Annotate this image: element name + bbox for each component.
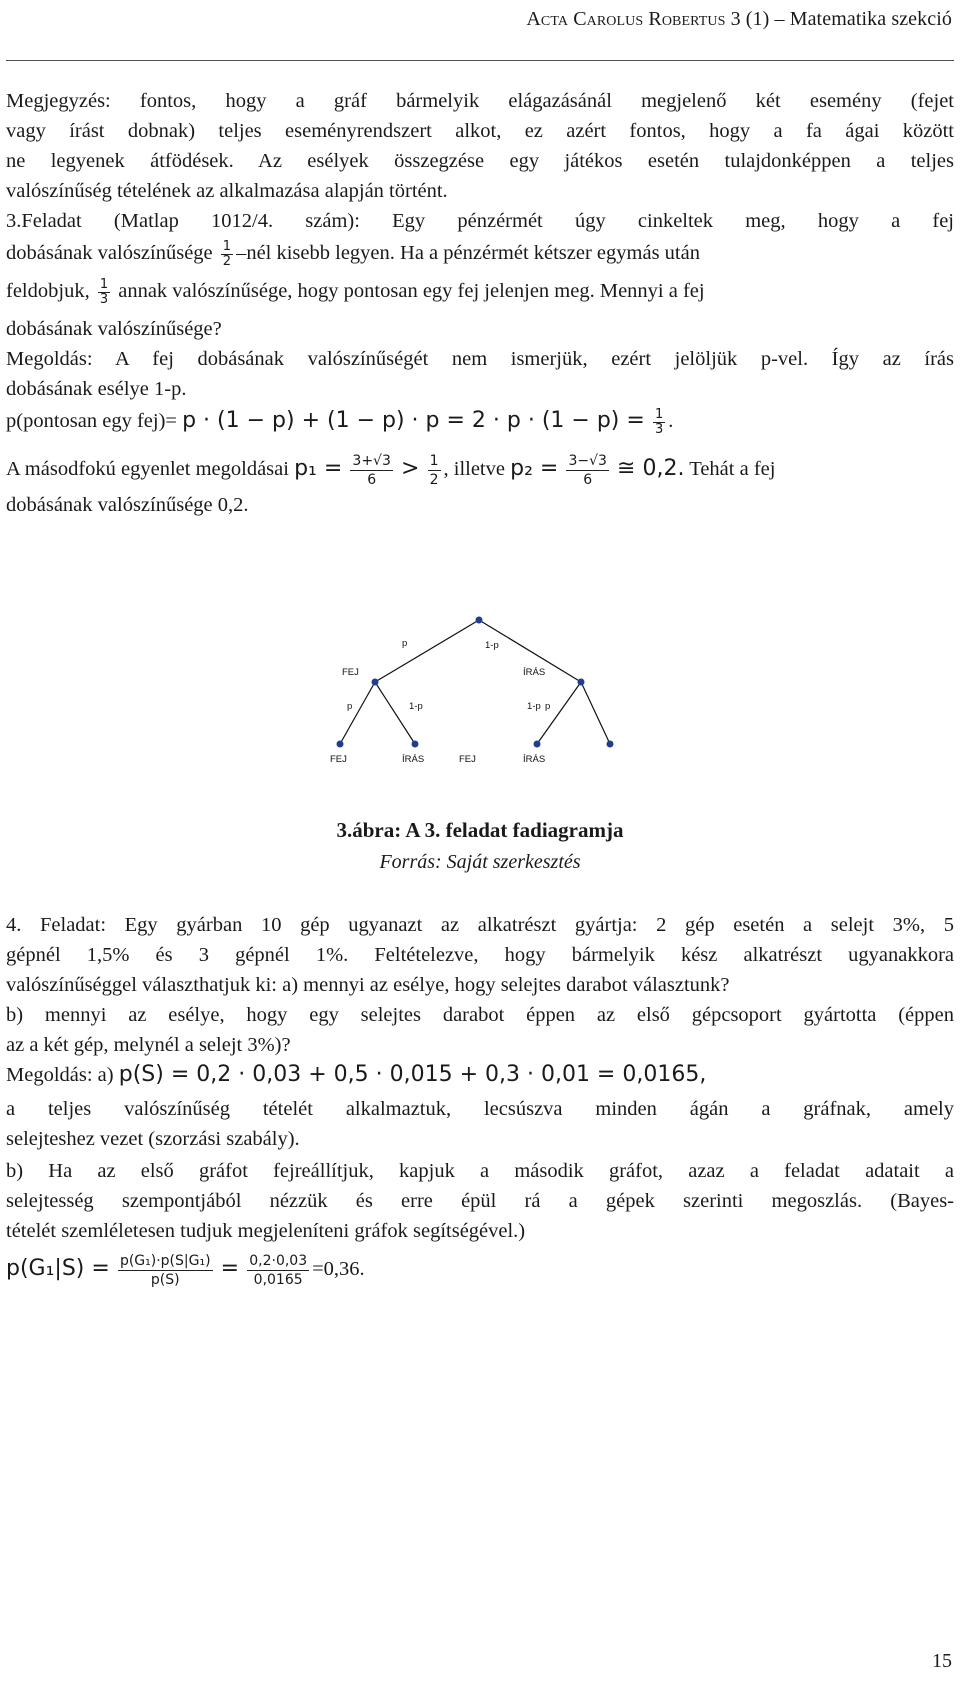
fraction-p1: $\frac{3+√3}{6}$ xyxy=(352,453,391,488)
note-line-1: Megjegyzés: fontos, hogy a gráf bármelyik elágazásánál megjelenő két esemény (fejet xyxy=(6,90,954,112)
tree-leaf-2 xyxy=(412,741,419,748)
label-leaf-iras-1: ÍRÁS xyxy=(402,754,425,765)
figure-source: Forrás: Saját szerkesztés xyxy=(379,851,581,873)
task3-line-1: 3.Feladat (Matlap 1012/4. szám): Egy pénzérmét úgy cinkeltek meg, hogy a fej xyxy=(6,210,954,232)
task4-solution-a: Megoldás: a) p(S) = 0,2 · 0,03 + 0,5 · 0,015 + 0,3 · 0,01 = 0,0165, xyxy=(6,1062,707,1087)
task4-b-line-2: selejtesség szempontjából nézzük és erre épül rá a gépek szerinti megoszlás. (Bayes- xyxy=(6,1190,954,1212)
label-fej-mid: FEJ xyxy=(342,667,359,678)
note-line-2: vagy írást dobnak) teljes eseményrendszert alkot, ez azért fontos, hogy a fa ágai között xyxy=(6,120,954,142)
task4-b-line-3: tételét szemléletesen tudjuk megjeleníteni gráfok segítségével.) xyxy=(6,1220,526,1242)
tree-diagram xyxy=(330,612,610,772)
task3-line-3: feldobjuk, $\frac{1}{3}$ annak valószínűsége, hogy pontosan egy fej jelenjen meg. Mennyi a fej xyxy=(6,276,705,307)
total-probability-expression: p(S) = 0,2 · 0,03 + 0,5 · 0,015 + 0,3 · 0,01 = 0,0165, xyxy=(118,1062,707,1087)
page-number: 15 xyxy=(932,1650,952,1672)
tree-leaf-4 xyxy=(607,741,614,748)
edge-left-left xyxy=(340,682,375,744)
task4-line-1: 4. Feladat: Egy gyárban 10 gép ugyanazt az alkatrészt gyártja: 2 gép esetén a selejt 3%, 5 xyxy=(6,914,954,936)
tree-node-root xyxy=(476,617,483,624)
edge-right-right xyxy=(581,682,610,744)
tree-node-iras xyxy=(578,679,585,686)
fraction-p2: $\frac{3-√3}{6}$ xyxy=(568,453,607,488)
task4-a-line-3: selejteshez vezet (szorzási szabály). xyxy=(6,1128,300,1150)
task3-solution-2: dobásának esélye 1-p. xyxy=(6,378,187,400)
bayes-fraction-1: $\frac{\text{p(G₁)·p(S|G₁)}}{p(S)}$ xyxy=(119,1253,211,1288)
label-leaf-fej-2: FEJ xyxy=(459,754,476,765)
running-header xyxy=(0,0,960,58)
task4-line-5: az a két gép, melynél a selejt 3%)? xyxy=(6,1034,291,1056)
label-leaf-fej-1: FEJ xyxy=(330,754,347,765)
label-1p-right: 1-p xyxy=(527,701,541,712)
note-line-4: valószínűség tételének az alkalmazása alapján történt. xyxy=(6,180,448,202)
label-p-left: p xyxy=(347,701,353,712)
roots-line: A másodfokú egyenlet megoldásai p₁ = $\frac{3+√3}{6}$ > $\frac{1}{2}$ , illetve p₂ = $\frac{3-√3}{6}$ ≅ 0,2. Tehát a fej xyxy=(6,453,776,488)
journal-title: Acta Carolus Robertus 3 (1) – Matematika szekció xyxy=(526,8,952,30)
tree-leaf-1 xyxy=(337,741,344,748)
task3-line-2: dobásának valószínűsége $\frac{1}{2}$ –nél kisebb legyen. Ha a pénzérmét kétszer egymás után xyxy=(6,238,700,269)
bayes-fraction-2: $\frac{0,2\cdot 0,03}{0,0165}$ xyxy=(249,1253,308,1288)
tree-node-fej xyxy=(372,679,379,686)
label-p-right: p xyxy=(545,701,551,712)
label-1p-top: 1-p xyxy=(485,640,499,651)
edge-root-left xyxy=(375,620,479,682)
fraction-one-third: $\frac{1}{3}$ xyxy=(99,276,109,307)
fraction-one-third-eq: $\frac{1}{3}$ xyxy=(654,406,664,437)
bayes-equation: p(G₁|S) = $\frac{\text{p(G₁)·p(S|G₁)}}{p(S)}$ = $\frac{0,2\cdot 0,03}{0,0165}$ =0,36. xyxy=(6,1253,365,1288)
edge-right-left xyxy=(537,682,581,744)
header-rule xyxy=(6,60,954,61)
equation-expression: p · (1 − p) + (1 − p) · p = 2 · p · (1 − p) = xyxy=(182,408,645,433)
equation-line: p(pontosan egy fej)= p · (1 − p) + (1 − p) · p = 2 · p · (1 − p) = $\frac{1}{3}$ . xyxy=(6,406,674,437)
task4-line-4: b) mennyi az esélye, hogy egy selejtes darabot éppen az első gépcsoport gyártotta (éppen xyxy=(6,1004,954,1026)
figure-title: 3.ábra: A 3. feladat fadiagramja xyxy=(336,818,624,842)
task4-line-3: valószínűséggel választhatjuk ki: a) mennyi az esélye, hogy selejtes darabot választunk? xyxy=(6,974,730,996)
task3-line-4: dobásának valószínűsége? xyxy=(6,318,222,340)
task3-solution-1: Megoldás: A fej dobásának valószínűségét nem ismerjük, ezért jelöljük p-vel. Így az írás xyxy=(6,348,954,370)
task3-result: dobásának valószínűsége 0,2. xyxy=(6,494,249,516)
task4-line-2: gépnél 1,5% és 3 gépnél 1%. Feltételezve, hogy bármelyik kész alkatrészt ugyanakkora xyxy=(6,944,954,966)
edge-left-right xyxy=(375,682,415,744)
fraction-half-cmp: $\frac{1}{2}$ xyxy=(429,453,439,488)
fraction-one-half: $\frac{1}{2}$ xyxy=(222,238,232,269)
label-1p-left: 1-p xyxy=(409,701,423,712)
label-leaf-iras-2: ÍRÁS xyxy=(523,754,546,765)
note-line-3: ne legyenek átfödések. Az esélyek összegzése egy játékos esetén tulajdonképpen a teljes xyxy=(6,150,954,172)
task4-b-line-1: b) Ha az első gráfot fejreállítjuk, kapjuk a második gráfot, azaz a feladat adatait a xyxy=(6,1160,954,1182)
label-iras-mid: ÍRÁS xyxy=(523,667,546,678)
label-p-top: p xyxy=(402,638,408,649)
tree-leaf-3 xyxy=(534,741,541,748)
task4-a-line-2: a teljes valószínűség tételét alkalmaztuk, lecsúszva minden ágán a gráfnak, amely xyxy=(6,1098,954,1120)
